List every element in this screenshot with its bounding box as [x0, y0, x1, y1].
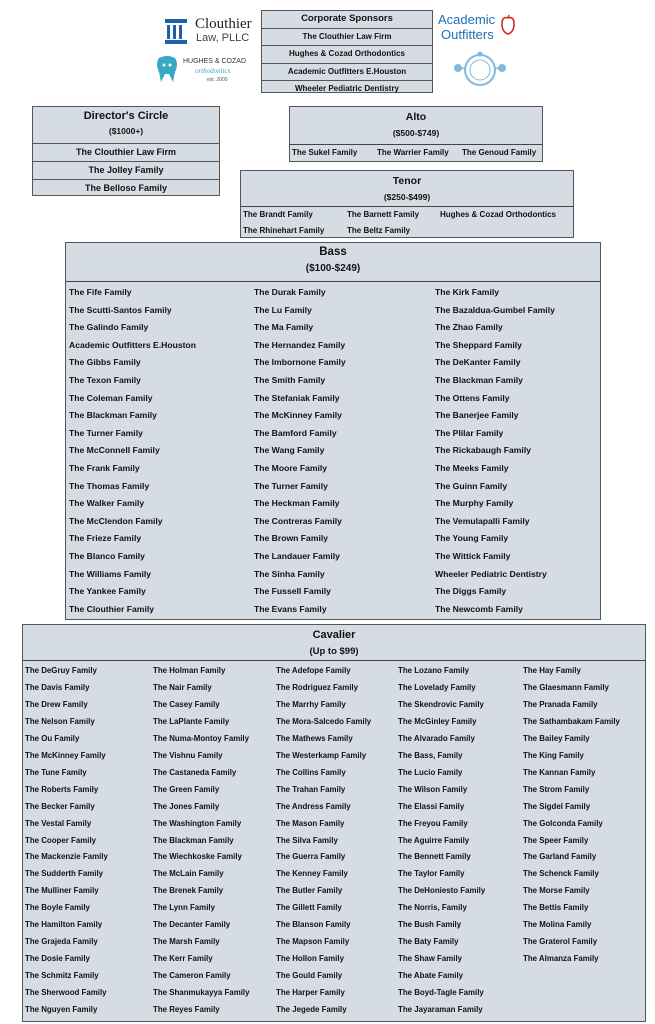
corporate-item: Wheeler Pediatric Dentistry — [294, 84, 400, 94]
sponsor-name: The Jegede Family — [276, 1005, 347, 1014]
sponsor-name: The McKinney Family — [254, 410, 342, 421]
wheeler-badge-icon — [448, 50, 512, 90]
alto-range: ($500-$749) — [392, 128, 440, 138]
sponsor-name: The Yankee Family — [69, 586, 146, 597]
sponsor-name: The Elassi Family — [398, 801, 465, 811]
sponsor-name: The Brenek Family — [153, 886, 224, 896]
sponsor-name: The Nelson Family — [25, 716, 95, 726]
sponsor-name: The Evans Family — [254, 603, 327, 614]
sponsor-name: The Decanter Family — [153, 920, 231, 930]
sponsor-name: The Schmitz Family — [25, 971, 99, 981]
sponsor-name: The Moore Family — [254, 463, 328, 473]
tenor-item: Hughes & Cozad Orthodontics — [440, 210, 556, 219]
sponsor-name: The Marsh Family — [153, 937, 220, 947]
sponsor-name: The Thomas Family — [69, 480, 150, 491]
hughes-sub: orthodontics — [195, 67, 231, 75]
director-item: The Belloso Family — [84, 183, 168, 193]
academic-line1: Academic — [438, 12, 496, 27]
sponsor-name: The Bamford Family — [254, 427, 337, 438]
sponsor-name: The Lovelady Family — [398, 682, 476, 692]
sponsor-name: The Kirk Family — [435, 287, 499, 297]
sponsor-name: The Nguyen Family — [25, 1005, 98, 1014]
sponsor-name: The Pranada Family — [523, 699, 598, 709]
pillar-icon — [163, 16, 191, 46]
sponsor-name: The Garland Family — [523, 852, 597, 862]
sponsor-name: The Newcomb Family — [435, 603, 523, 614]
sponsor-name: The Blanco Family — [69, 551, 145, 561]
sponsor-name: The Bettis Family — [523, 903, 589, 913]
sponsor-name: The Guerra Family — [276, 852, 346, 862]
sponsor-name: The Shanmukayya Family — [153, 988, 250, 998]
sponsor-name: The Aguirre Family — [398, 835, 470, 845]
sponsor-name: The Fife Family — [69, 287, 132, 297]
sponsor-name: The Mulliner Family — [25, 886, 99, 896]
hughes-logo — [155, 52, 258, 88]
corporate-title: Corporate Sponsors — [262, 11, 432, 29]
sponsor-name: The Blackman Family — [435, 375, 523, 385]
sponsor-name: The Mason Family — [276, 818, 345, 828]
sponsor-name: The Cameron Family — [153, 971, 231, 981]
sponsor-name: The Washington Family — [153, 818, 242, 828]
sponsor-name: The Boyle Family — [25, 903, 90, 913]
director-item: The Jolley Family — [33, 162, 219, 180]
sponsor-name: The Harper Family — [276, 988, 345, 998]
sponsor-name: The Blanson Family — [276, 920, 351, 930]
sponsor-name: The McGinley Family — [398, 716, 477, 726]
sponsor-name: The Trahan Family — [276, 784, 346, 794]
sponsor-name: The Glaesmann Family — [523, 682, 609, 692]
sponsor-name: The Sathambakam Family — [523, 716, 620, 726]
sponsor-name: The Skendrovic Family — [398, 699, 484, 709]
sponsor-name: The Galindo Family — [69, 322, 149, 333]
sponsor-name: The Hernandez Family — [254, 339, 346, 350]
tenor-range: ($250-$499) — [383, 192, 431, 202]
sponsor-name: The Sherwood Family — [25, 988, 107, 998]
sponsor-name: The Durak Family — [254, 287, 326, 297]
director-title: Director's Circle — [83, 110, 169, 122]
sponsor-name: The McKinney Family — [25, 750, 106, 760]
sponsor-name: The Mora-Salcedo Family — [276, 716, 372, 726]
hughes-name: HUGHES & COZAD — [183, 58, 247, 65]
sponsor-name: The Lucio Family — [398, 767, 463, 777]
tenor-box — [240, 170, 574, 238]
director-range: ($1000+) — [108, 126, 144, 136]
sponsor-name: The Gould Family — [276, 971, 343, 981]
sponsor-name: The Blackman Family — [69, 410, 157, 421]
sponsor-name: The McConnell Family — [69, 445, 160, 456]
sponsor-name: The Bush Family — [398, 920, 462, 930]
cavalier-title: Cavalier — [312, 629, 356, 641]
sponsor-name: The Sudderth Family — [25, 869, 104, 879]
sponsor-name: The LaPlante Family — [153, 716, 230, 726]
tenor-item: The Brandt Family — [243, 210, 313, 219]
sponsor-name: The Turner Family — [254, 480, 328, 491]
sponsor-name: The King Family — [523, 750, 584, 760]
sponsor-name: The Almanza Family — [523, 954, 599, 964]
sponsor-name: Academic Outfitters E.Houston — [69, 339, 197, 350]
sponsor-name: The Zhao Family — [435, 322, 503, 333]
sponsor-name: The Tune Family — [25, 767, 87, 777]
corporate-sponsors-box — [261, 10, 433, 93]
sponsor-name: The Sinha Family — [254, 568, 325, 579]
wheeler-logo — [448, 50, 512, 90]
sponsor-name: The Adefope Family — [276, 666, 351, 675]
bass-box — [65, 242, 601, 620]
sponsor-name: The Imbornone Family — [254, 357, 346, 368]
sponsor-name: The Brown Family — [254, 533, 329, 544]
sponsor-name: The Stefaniak Family — [254, 392, 340, 403]
sponsor-name: The Bailey Family — [523, 733, 590, 743]
sponsor-name: The Wilson Family — [398, 784, 468, 794]
sponsor-name: The Dosie Family — [25, 954, 90, 964]
tenor-item: The Rhinehart Family — [243, 226, 325, 235]
sponsor-name: The Contreras Family — [254, 515, 342, 526]
sponsor-name: The Schenck Family — [523, 869, 599, 879]
sponsor-name: The Mathews Family — [276, 733, 353, 743]
sponsor-name: The McClendon Family — [69, 515, 163, 526]
sponsor-name: The Mackenzie Family — [25, 852, 108, 862]
academic-logo — [438, 10, 518, 46]
sponsor-name: The Plilar Family — [435, 427, 504, 438]
corporate-item: The Clouthier Law Firm — [262, 29, 432, 47]
sponsor-name: The Blackman Family — [153, 835, 234, 845]
sponsor-name: The Numa-Montoy Family — [153, 733, 250, 743]
sponsor-name: The DeKanter Family — [435, 357, 521, 368]
sponsor-name: The Sigdel Family — [523, 801, 591, 811]
sponsor-name: The Texon Family — [69, 375, 141, 385]
sponsor-name: The Strom Family — [523, 784, 590, 794]
clouthier-logo — [163, 14, 258, 48]
sponsor-name: The Guinn Family — [435, 480, 508, 491]
sponsor-name: The Holman Family — [153, 666, 226, 675]
sponsor-name: The Ma Family — [254, 322, 314, 333]
alto-item: The Warrier Family — [377, 148, 449, 157]
sponsor-name: Wheeler Pediatric Dentistry — [435, 568, 547, 579]
sponsor-name: The Green Family — [153, 784, 220, 794]
alto-item: The Genoud Family — [462, 148, 537, 157]
sponsor-name: The Mapson Family — [276, 937, 350, 947]
sponsor-name: The DeGruy Family — [25, 666, 97, 675]
sponsor-name: The Golconda Family — [523, 818, 603, 828]
sponsor-name: The Reyes Family — [153, 1005, 220, 1014]
sponsor-name: The Silva Family — [276, 835, 338, 845]
sponsor-name: The Jayaraman Family — [398, 1005, 483, 1014]
sponsor-name: The Bazaldua-Gumbel Family — [435, 304, 555, 315]
director-item: The Clouthier Law Firm — [33, 144, 219, 162]
alto-box — [289, 106, 543, 162]
sponsor-name: The Collins Family — [276, 767, 346, 777]
tenor-title: Tenor — [392, 175, 422, 187]
sponsor-name: The Vemulapalli Family — [435, 515, 530, 526]
sponsor-name: The Graterol Family — [523, 937, 598, 947]
sponsor-name: The Ottens Family — [435, 392, 510, 403]
sponsor-name: The Marrhy Family — [276, 699, 346, 709]
sponsor-name: The Sheppard Family — [435, 339, 522, 350]
sponsor-name: The Kenney Family — [276, 869, 348, 879]
sponsor-name: The Baty Family — [398, 937, 459, 947]
sponsor-name: The Fussell Family — [254, 586, 331, 597]
sponsor-name: The Frieze Family — [69, 533, 142, 544]
sponsor-name: The Freyou Family — [398, 818, 468, 828]
sponsor-name: The Hollon Family — [276, 954, 344, 964]
sponsor-name: The Young Family — [435, 533, 509, 544]
directors-circle-box — [32, 106, 220, 196]
sponsor-name: The Hay Family — [523, 666, 581, 675]
tenor-item: The Barnett Family — [347, 210, 420, 219]
sponsor-name: The Taylor Family — [398, 869, 465, 879]
sponsor-name: The Rodriguez Family — [276, 682, 358, 692]
sponsor-name: The McLain Family — [153, 869, 224, 879]
clouthier-name: Clouthier — [195, 16, 252, 32]
sponsor-name: The Molina Family — [523, 920, 592, 930]
sponsor-name: The Butler Family — [276, 886, 343, 896]
cavalier-range: (Up to $99) — [309, 646, 359, 657]
sponsor-name: The Becker Family — [25, 801, 95, 811]
clouthier-sub: Law, PLLC — [196, 32, 250, 44]
sponsor-name: The Bennett Family — [398, 852, 471, 862]
sponsor-name: The Walker Family — [69, 498, 145, 509]
sponsor-name: The Heckman Family — [254, 498, 340, 509]
sponsor-name: The Vishnu Family — [153, 750, 223, 760]
alto-item: The Sukel Family — [292, 148, 358, 157]
alto-title: Alto — [405, 111, 427, 123]
sponsor-name: The Murphy Family — [435, 498, 514, 509]
sponsor-name: The Ou Family — [25, 733, 80, 743]
sponsor-name: The Nair Family — [153, 682, 212, 692]
sponsor-name: The Meeks Family — [435, 463, 509, 473]
sponsor-name: The Boyd-Tagle Family — [398, 988, 484, 998]
sponsor-name: The Westerkamp Family — [276, 750, 367, 760]
sponsor-name: The Roberts Family — [25, 784, 99, 794]
sponsor-name: The Grajeda Family — [25, 937, 98, 947]
sponsor-name: The Kerr Family — [153, 954, 213, 964]
corporate-item: Hughes & Cozad Orthodontics — [262, 46, 432, 64]
sponsor-name: The Banerjee Family — [435, 410, 519, 421]
sponsor-name: The Landauer Family — [254, 551, 340, 561]
sponsor-name: The Wittick Family — [435, 551, 511, 561]
sponsor-name: The Gillett Family — [276, 903, 342, 913]
sponsor-name: The Wiechkoske Family — [153, 852, 242, 862]
sponsor-name: The Lu Family — [254, 304, 312, 315]
sponsor-name: The Lozano Family — [398, 666, 470, 675]
sponsor-name: The Lynn Family — [153, 903, 215, 913]
sponsor-name: The DeHoniesto Family — [398, 886, 486, 896]
academic-line2: Outfitters — [441, 27, 494, 42]
sponsor-name: The Williams Family — [69, 568, 152, 579]
sponsor-name: The Abate Family — [398, 971, 464, 981]
sponsor-name: The Clouthier Family — [69, 603, 154, 614]
cavalier-box — [22, 624, 646, 1022]
sponsor-name: The Speer Family — [523, 835, 589, 845]
sponsor-name: The Hamilton Family — [25, 920, 103, 930]
sponsor-name: The Vestal Family — [25, 818, 92, 828]
sponsor-name: The Shaw Family — [398, 954, 463, 964]
bass-title: Bass — [319, 246, 347, 258]
sponsor-name: The Frank Family — [69, 463, 140, 473]
tooth-icon — [155, 54, 179, 84]
sponsor-name: The Wang Family — [254, 445, 325, 456]
sponsor-name: The Castaneda Family — [153, 767, 237, 777]
sponsor-name: The Andress Family — [276, 801, 351, 811]
bass-range: ($100-$249) — [305, 263, 361, 274]
sponsor-name: The Jones Family — [153, 801, 220, 811]
sponsor-name: The Turner Family — [69, 427, 143, 438]
sponsor-name: The Coleman Family — [69, 392, 153, 403]
sponsor-name: The Scutti-Santos Family — [69, 304, 172, 315]
sponsor-name: The Davis Family — [25, 682, 90, 692]
sponsor-name: The Bass, Family — [398, 750, 463, 760]
sponsor-name: The Alvarado Family — [398, 733, 475, 743]
sponsor-name: The Cooper Family — [25, 835, 97, 845]
sponsor-name: The Casey Family — [153, 699, 220, 709]
sponsor-name: The Norris, Family — [398, 903, 467, 913]
sponsor-name: The Morse Family — [523, 886, 590, 896]
tenor-item: The Beltz Family — [347, 226, 411, 235]
hughes-est: est. 2000 — [207, 77, 228, 83]
apple-icon — [500, 14, 516, 36]
corporate-item: Academic Outfitters E.Houston — [262, 64, 432, 82]
sponsor-name: The Smith Family — [254, 375, 326, 385]
sponsor-name: The Rickabaugh Family — [435, 445, 531, 456]
sponsor-name: The Diggs Family — [435, 586, 507, 597]
sponsor-name: The Kannan Family — [523, 767, 596, 777]
sponsor-name: The Gibbs Family — [69, 357, 141, 368]
sponsor-name: The Drew Family — [25, 699, 88, 709]
